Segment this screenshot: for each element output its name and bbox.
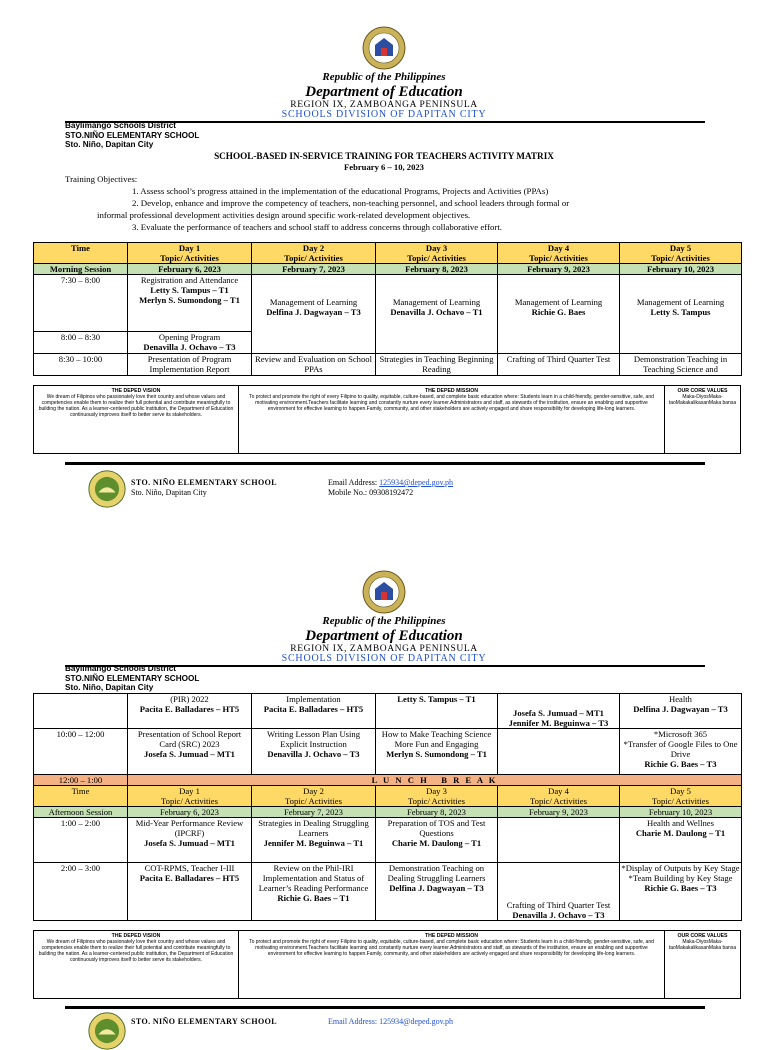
- mission-column: THE DEPED MISSION To protect and promote the right of every Filipino to quality, equitable, culture-based, and complete basic education where: Students learn in a child-friendly, gender-sensitive, safe, and motivating environment.Teachers facilitate learning and constantly nurture every learner.Administrators and staff, as stewards of the institution, ensure an enabling and supportive environment for effective learning to happen.Family, community, and other stakeholders are actively engaged and share responsibility for developing life-long learners.: [239, 386, 665, 453]
- email-link[interactable]: 125934@deped.gov.ph: [379, 478, 454, 487]
- activity-cell: [498, 818, 620, 863]
- vision-mission-box: [33, 385, 741, 454]
- activity-cell: Demonstration Teaching in Teaching Science and: [620, 354, 742, 376]
- activity-cell: Management of Learning Denavilla J. Ochavo – T1: [376, 275, 498, 354]
- activity-cell: Mid-Year Performance Review (IPCRF) Josefa S. Jumuad – MT1: [128, 818, 252, 863]
- activity-cell: Preparation of TOS and Test Questions Charie M. Daulong – T1: [376, 818, 498, 863]
- session-label: Morning Session: [34, 264, 128, 275]
- page-2: [0, 512, 768, 1024]
- republic-text: Republic of the Philippines: [322, 71, 446, 83]
- activity-cell: Demonstration Teaching on Dealing Struggling Learners Delfina J. Dagwayan – T3: [376, 863, 498, 921]
- header-day2: Day 2 Topic/ Activities: [252, 243, 376, 264]
- header-day3: Day 3 Topic/ Activities: [376, 243, 498, 264]
- activity-matrix-continued: [33, 693, 742, 921]
- school-meta: [65, 121, 199, 150]
- division-text: SCHOOLS DIVISION OF DAPITAN CITY: [281, 109, 487, 120]
- activity-cell: Strategies in Teaching Beginning Reading: [376, 354, 498, 376]
- activity-cell: Review on the Phil-IRI Implementation and Status of Learner’s Reading Performance Richie G. Baes – T1: [252, 863, 376, 921]
- activity-cell: Crafting of Third Quarter Test: [498, 354, 620, 376]
- time-cell: 8:30 – 10:00: [34, 354, 128, 376]
- activity-cell: Presentation of Program Implementation Report: [128, 354, 252, 376]
- header-time: Time: [34, 243, 128, 264]
- activity-cell: Health and Wellnes Charie M. Daulong – T1: [620, 818, 742, 863]
- objectives-label: Training Objectives:: [65, 174, 138, 184]
- activity-cell: Implementation Pacita E. Balladares – HT5: [252, 694, 376, 729]
- training-objectives: [65, 173, 715, 233]
- doc-title: SCHOOL-BASED IN-SERVICE TRAINING FOR TEACHERS ACTIVITY MATRIX: [214, 151, 554, 161]
- activity-cell: Josefa S. Jumuad – MT1 Jennifer M. Beguinwa – T3: [498, 694, 620, 729]
- region-text: REGION IX, ZAMBOANGA PENINSULA: [290, 644, 478, 654]
- header-day4: Day 4 Topic/ Activities: [498, 243, 620, 264]
- time-cell: 1:00 – 2:00: [34, 818, 128, 863]
- date-day2: February 7, 2023: [252, 264, 376, 275]
- header-day2: Day 2 Topic/ Activities: [252, 786, 376, 807]
- doc-dates: February 6 – 10, 2023: [344, 162, 424, 172]
- footer-rule: [65, 1006, 705, 1009]
- table-row: [34, 275, 742, 332]
- deped-seal-icon: [362, 570, 406, 614]
- date-day1: February 6, 2023: [128, 807, 252, 818]
- date-day1: February 6, 2023: [128, 264, 252, 275]
- vision-column: THE DEPED VISION We dream of Filipinos who passionately love their country and whose values and competencies enable them to realize their full potential and contribute meaningfully to building the nation. As a learner-centered public institution, the Department of Education continuously improves itself to better serve its stakeholders.: [34, 386, 239, 453]
- lunch-break-label: L U N C H B R E A K: [128, 775, 742, 786]
- mobile-text: Mobile No.: 09308192472: [328, 488, 414, 497]
- header-day5: Day 5 Topic/ Activities: [620, 243, 742, 264]
- footer-school-address: Sto. Niño, Dapitan City: [131, 488, 207, 497]
- activity-cell: COT-RPMS, Teacher I-III Pacita E. Balladares – HT5: [128, 863, 252, 921]
- activity-cell: *Display of Outputs by Key Stage *Team Building by Key Stage Richie G. Baes – T3: [620, 863, 742, 921]
- footer-rule: [65, 462, 705, 465]
- date-day2: February 7, 2023: [252, 807, 376, 818]
- session-row: [34, 807, 742, 818]
- objective-1: 1. Assess school’s progress attained in the implementation of the educational Programs, Projects and Activities (PPAs): [132, 186, 549, 196]
- activity-cell: Review and Evaluation on School PPAs: [252, 354, 376, 376]
- activity-cell: Letty S. Tampus – T1: [376, 694, 498, 729]
- mission-column: THE DEPED MISSION To protect and promote the right of every Filipino to quality, equitable, culture-based, and complete basic education where: Students learn in a child-friendly, gender-sensitive, safe, and motivating environment.Teachers facilitate learning and constantly nurture every learner.Administrators and staff, as stewards of the institution, ensure an enabling and supportive environment for effective learning to happen.Family, community, and other stakeholders are actively engaged and share responsibility for developing life-long learners.: [239, 931, 665, 998]
- objective-2a: 2. Develop, enhance and improve the competency of teachers, non-teaching personnel, and school leaders through formal or: [132, 198, 570, 208]
- email-label: Email Address:: [328, 478, 378, 487]
- email-link[interactable]: Email Address: 125934@deped.gov.ph: [328, 1017, 454, 1026]
- lunch-row: [34, 775, 742, 786]
- header-day1: Day 1 Topic/ Activities: [128, 786, 252, 807]
- activity-cell: Registration and Attendance Letty S. Tampus – T1 Merlyn S. Sumondong – T1: [128, 275, 252, 332]
- table-header-row: [34, 786, 742, 807]
- date-day5: February 10, 2023: [620, 264, 742, 275]
- district-text: Baylimango Schools District: [65, 121, 177, 130]
- time-cell: [34, 694, 128, 729]
- date-day4: February 9, 2023: [498, 264, 620, 275]
- activity-matrix-morning: [33, 242, 742, 376]
- table-row: [34, 729, 742, 775]
- school-text: STO.NIÑO ELEMENTARY SCHOOL: [65, 673, 200, 683]
- activity-cell: Presentation of School Report Card (SRC) 2023 Josefa S. Jumuad – MT1: [128, 729, 252, 775]
- table-header-row: [34, 243, 742, 264]
- school-meta: [65, 664, 199, 693]
- date-day3: February 8, 2023: [376, 807, 498, 818]
- activity-cell: Crafting of Third Quarter Test Denavilla J. Ochavo – T3: [498, 863, 620, 921]
- date-day3: February 8, 2023: [376, 264, 498, 275]
- republic-text: Republic of the Philippines: [322, 615, 446, 627]
- department-text: Department of Education: [305, 84, 463, 100]
- region-text: REGION IX, ZAMBOANGA PENINSULA: [290, 100, 478, 110]
- activity-cell: [498, 729, 620, 775]
- time-cell: 12:00 – 1:00: [34, 775, 128, 786]
- header-day1: Day 1 Topic/ Activities: [128, 243, 252, 264]
- vision-column: THE DEPED VISION We dream of Filipinos who passionately love their country and whose values and competencies enable them to realize their full potential and contribute meaningfully to building the nation. As a learner-centered public institution, the Department of Education continuously improves itself to better serve its stakeholders.: [34, 931, 239, 998]
- date-day5: February 10, 2023: [620, 807, 742, 818]
- objective-3: 3. Evaluate the performance of teachers and school staff to address concerns through collaborative effort.: [132, 222, 502, 232]
- footer-school-name: STO. NIÑO ELEMENTARY SCHOOL: [131, 478, 277, 487]
- time-cell: 7:30 – 8:00: [34, 275, 128, 332]
- footer-school-name: STO. NIÑO ELEMENTARY SCHOOL: [131, 1017, 277, 1026]
- time-cell: 8:00 – 8:30: [34, 332, 128, 354]
- page-1: [0, 0, 768, 512]
- activity-cell: Management of Learning Richie G. Baes: [498, 275, 620, 354]
- district-text: Baylimango Schools District: [65, 664, 177, 673]
- division-text: SCHOOLS DIVISION OF DAPITAN CITY: [281, 653, 487, 664]
- deped-seal-icon: [362, 26, 406, 70]
- table-row: [34, 863, 742, 921]
- activity-cell: Opening Program Denavilla J. Ochavo – T3: [128, 332, 252, 354]
- session-row: [34, 264, 742, 275]
- activity-cell: Management of Learning Letty S. Tampus: [620, 275, 742, 354]
- header-day4: Day 4 Topic/ Activities: [498, 786, 620, 807]
- vision-mission-box: [33, 930, 741, 999]
- session-label: Afternoon Session: [34, 807, 128, 818]
- activity-cell: (PIR) 2022 Pacita E. Balladares – HT5: [128, 694, 252, 729]
- activity-cell: *Microsoft 365 *Transfer of Google Files to One Drive Richie G. Baes – T3: [620, 729, 742, 775]
- activity-cell: Writing Lesson Plan Using Explicit Instruction Denavilla J. Ochavo – T3: [252, 729, 376, 775]
- time-cell: 10:00 – 12:00: [34, 729, 128, 775]
- header-day3: Day 3 Topic/ Activities: [376, 786, 498, 807]
- activity-cell: Management of Learning Delfina J. Dagwayan – T3: [252, 275, 376, 354]
- school-logo-icon: [88, 1012, 126, 1050]
- school-logo-icon: [88, 470, 126, 508]
- activity-cell: Health Delfina J. Dagwayan – T3: [620, 694, 742, 729]
- contact-block: [328, 478, 453, 498]
- table-row: [34, 354, 742, 376]
- table-row: [34, 694, 742, 729]
- core-values-column: OUR CORE VALUES Maka-DiyosMaka-taoMakakalikasanMaka bansa: [668, 933, 737, 951]
- location-text: Sto. Niño, Dapitan City: [65, 683, 154, 693]
- date-day4: February 9, 2023: [498, 807, 620, 818]
- header-day5: Day 5 Topic/ Activities: [620, 786, 742, 807]
- school-text: STO.NIÑO ELEMENTARY SCHOOL: [65, 130, 200, 140]
- objective-2b: informal professional development activities design around specific work-related development objectives.: [97, 210, 471, 220]
- location-text: Sto. Niño, Dapitan City: [65, 140, 154, 150]
- school-footer: [131, 478, 277, 498]
- time-cell: 2:00 – 3:00: [34, 863, 128, 921]
- department-text: Department of Education: [305, 628, 463, 644]
- activity-cell: Strategies in Dealing Struggling Learners Jennifer M. Beguinwa – T1: [252, 818, 376, 863]
- header-time: Time: [34, 786, 128, 807]
- table-row: [34, 818, 742, 863]
- core-values-column: OUR CORE VALUES Maka-DiyosMaka-taoMakakalikasanMaka bansa: [668, 388, 737, 406]
- activity-cell: How to Make Teaching Science More Fun and Engaging Merlyn S. Sumondong – T1: [376, 729, 498, 775]
